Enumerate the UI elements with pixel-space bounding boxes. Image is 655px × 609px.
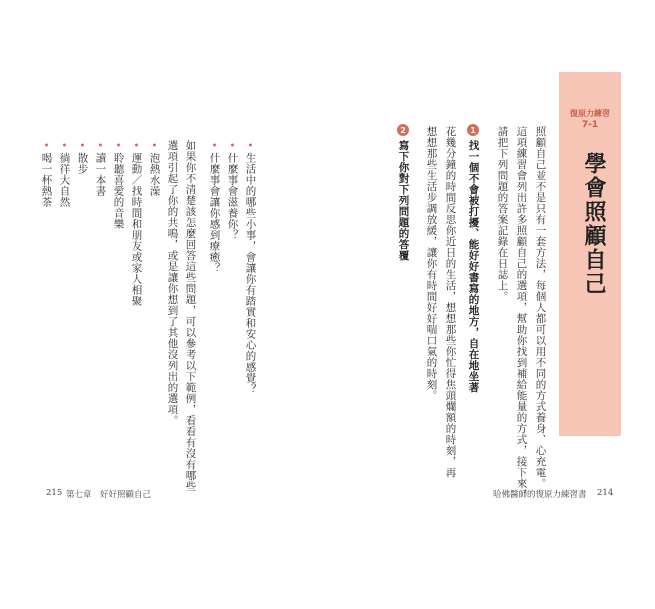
- bullet-icon: •: [130, 140, 143, 153]
- intro-line-2: 這項練習會列出許多照顧自己的選項，幫助你找到補給能量的方式，接下來，: [515, 126, 528, 500]
- example-item: •讀一本書: [94, 140, 107, 197]
- bullet-icon: •: [148, 140, 161, 153]
- step-1-number: 1: [467, 124, 479, 136]
- bullet-icon: •: [226, 140, 239, 153]
- bullet-icon: •: [94, 140, 107, 153]
- bullet-icon: •: [76, 140, 89, 153]
- left-page-number: 215: [46, 488, 63, 498]
- question-1: •生活中的哪些小事，會讓你有踏實和安心的感覺？: [244, 140, 257, 395]
- intro-line-3: 請把下列問題的答案記錄在日誌上。: [496, 126, 509, 302]
- example-item: •徜徉大自然: [58, 140, 71, 208]
- step-1-body-1: 花幾分鐘的時間反思你近日的生活，想想那些你忙得焦頭爛額的時刻，再: [444, 126, 457, 478]
- exercise-number: 7-1: [581, 120, 599, 130]
- note-line-1: 如果你不清楚該怎麼回答這些問題，可以參考以下範例，看看有沒有哪些: [184, 140, 197, 492]
- bullet-icon: •: [58, 140, 71, 153]
- exercise-title: 學會照顧自己: [581, 152, 606, 296]
- bullet-icon: •: [244, 140, 257, 153]
- intro-line-1: 照顧自己並不是只有一套方法，每個人都可以用不同的方式養身、心充電。: [534, 126, 547, 489]
- example-item: •泡熱水澡: [148, 140, 161, 197]
- bullet-icon: •: [112, 140, 125, 153]
- right-page-number: 214: [597, 488, 614, 498]
- step-2-number: 2: [397, 124, 409, 136]
- question-3: •什麼事會讓你感到療癒？: [208, 140, 221, 274]
- right-running-header: 哈佛醫師的復原力練習書: [493, 490, 587, 500]
- exercise-label: 復原力練習: [570, 109, 610, 118]
- step-1-body-2: 想想那些生活步調放緩，讓你有時間好好喘口氣的時刻。: [425, 126, 438, 401]
- example-item: •運動／找時間和朋友或家人相聚: [130, 140, 143, 307]
- example-item: •喝一杯熱茶: [40, 140, 53, 208]
- example-item: •散步: [76, 140, 89, 175]
- left-running-header: 第七章 好好照顧自己: [66, 490, 152, 500]
- bullet-icon: •: [40, 140, 53, 153]
- note-line-2: 選項引起了你的共鳴，或是讓你想到了其他沒列出的選項。: [166, 140, 179, 426]
- step-2-heading: 寫下你對下列問題的答覆: [397, 140, 410, 261]
- exercise-sidebar: [559, 72, 621, 436]
- bullet-icon: •: [208, 140, 221, 153]
- question-2: •什麼事會滋養你？: [226, 140, 239, 241]
- step-1-heading: 找一個不會被打擾、能好好書寫的地方，自在地坐著: [467, 140, 480, 393]
- example-item: •聆聽喜愛的音樂: [112, 140, 125, 230]
